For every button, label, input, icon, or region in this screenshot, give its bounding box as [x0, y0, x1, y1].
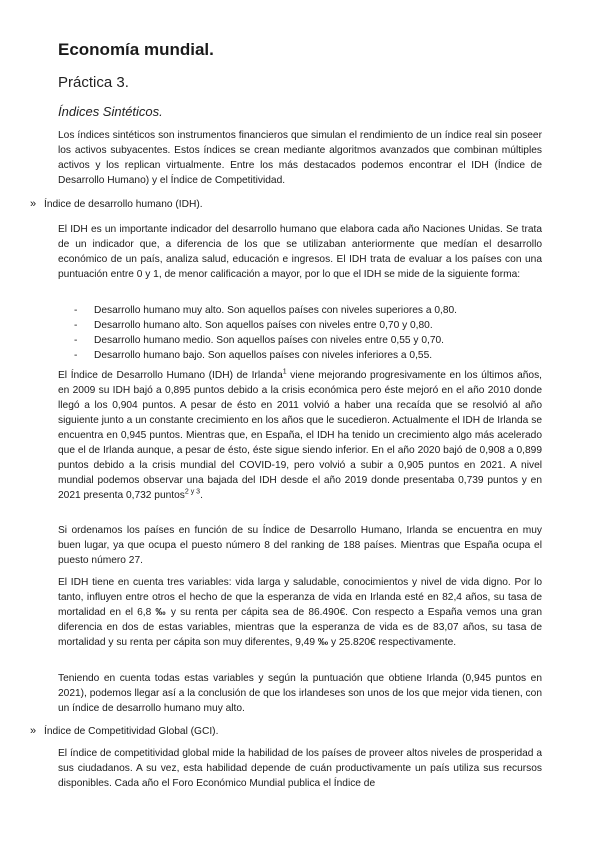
- document-subtitle: Práctica 3.: [58, 74, 129, 91]
- idh-heading-text: Índice de desarrollo humano (IDH).: [44, 199, 203, 210]
- list-item: - Desarrollo humano alto. Son aquellos países con niveles entre 0,70 y 0,80.: [74, 320, 433, 331]
- idh-levels-list: [74, 303, 457, 363]
- footnote-1[interactable]: 1: [282, 368, 287, 376]
- idh-paragraph-4: El IDH tiene en cuenta tres variables: vida larga y saludable, conocimientos y nivel de vida digno. Por lo tanto, influyen entre otros el hecho de que la esperanza de vida en Irlanda esté en 82,4 años, su tasa de mortalidad en el 6,8 ‰ y su renta per cápita sea de 86.490€. Con respecto a España vemos una gran diferencia en dos de estas variables, mientras que la esperanza de vida es de 83,07 años, su tasa de mortalidad y su renta per cápita son muy diferentes, 9,49 ‰ y 25.820€ respectivamente.: [58, 577, 543, 648]
- list-item: - Desarrollo humano muy alto. Son aquellos países con niveles superiores a 0,80.: [74, 305, 457, 316]
- idh-paragraph-2: El Índice de Desarrollo Humano (IDH) de Irlanda$^1$ viene mejorando progresivamente en los últimos años, en 2009 su IDH bajó a 0,895 puntos debido a la crisis económica pero éste mejoró en el año 2010 donde llegó a los 0,904 puntos. A pesar de ésto en 2011 volvió a haber una recaída que se resolvió al año siguiente junto a un constante crecimiento en los años que le sucedieron. Actualmente el IDH de Irlanda se encuentra en 0,945 puntos. Mientras que, en España, el IDH ha tenido un crecimiento algo más acelerado que el de Irlanda aunque, a pesar de ésto, éste sigue siendo inferior. En el año 2020 bajó de 0,908 a 0,899 puntos debido a la crisis mundial del COVID-19, pero volvió a subir a 0,905 puntos en 2021. A nivel mundial podemos observar una bajada del IDH desde el año 2019 donde presentaba 0,739 puntos y en 2021 presenta 0,732 puntos$^{2 y 3}$.: [58, 368, 542, 501]
- document-title: Economía mundial.: [58, 40, 214, 59]
- bullet-mark: »: [30, 725, 37, 737]
- list-item: - Desarrollo humano medio. Son aquellos países con niveles entre 0,55 y 0,70.: [74, 335, 444, 346]
- intro-paragraph: Los índices sintéticos son instrumentos financieros que simulan el rendimiento de un índice real sin poseer los activos subyacentes. Estos índices se crean mediante algoritmos avanzados que combinan múltiples activos y los replican virtualmente. Entre los más destacados podemos encontrar el IDH (Índice de Desarrollo Humano) y el Índice de Competitividad.: [58, 130, 542, 186]
- idh-paragraph-1: El IDH es un importante indicador del desarrollo humano que elabora cada año Naciones Unidas. Se trata de un indicador que, a diferencia de los que se utilizaban anteriormente que medían el desarrollo económico de un país, analiza salud, educación e ingresos. El IDH trata de evaluar a los países con una puntuación entre 0 y 1, de menor calificación a mayor, por lo que el IDH se mide de la siguiente forma:: [58, 224, 542, 280]
- idh-paragraph-5: Teniendo en cuenta todas estas variables y según la puntuación que obtiene Irlanda (0,945 puntos en 2021), podemos llegar así a la conclusión de que los irlandeses son unos de los que mejor vida tienen, con un índice de desarrollo humano muy alto.: [58, 673, 542, 714]
- footnote-2-3[interactable]: 2 y 3: [184, 488, 201, 496]
- idh-heading: [30, 197, 203, 212]
- gci-heading: [30, 724, 218, 739]
- section-title: Índices Sintéticos.: [58, 104, 163, 119]
- gci-paragraph-1: El índice de competitividad global mide la habilidad de los países de proveer altos niveles de prosperidad a sus ciudadanos. A su vez, esta habilidad depende de cuán productivamente un país utiliza sus recursos disponibles. Cada año el Foro Económico Mundial publica el Índice de: [58, 748, 542, 789]
- list-item: - Desarrollo humano bajo. Son aquellos países con niveles inferiores a 0,55.: [74, 350, 433, 361]
- idh-paragraph-3: Si ordenamos los países en función de su Índice de Desarrollo Humano, Irlanda se encuentra en muy buen lugar, ya que ocupa el puesto número 8 del ranking de 188 países. Mientras que España ocupa el puesto número 27.: [58, 525, 542, 566]
- gci-heading-text: Índice de Competitividad Global (GCI).: [44, 726, 219, 737]
- bullet-mark: »: [30, 198, 37, 210]
